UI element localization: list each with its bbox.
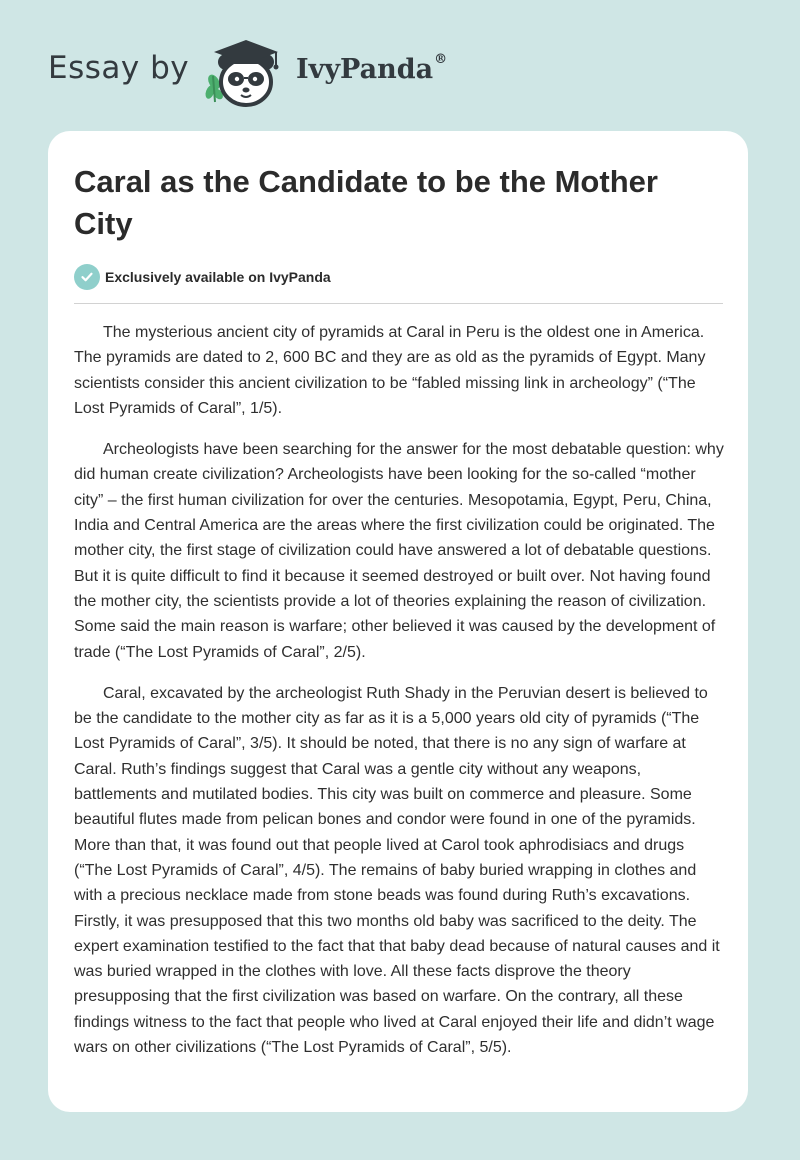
essay-card [48,131,748,1112]
essay-body [74,320,724,1076]
essay-title: Caral as the Candidate to be the Mother City [74,164,658,241]
title-divider [74,303,723,304]
essay-paragraph: Archeologists have been searching for the answer for the most debatable question: why did human create civilization? Archeologists have been looking for the so-called “mother city” – the first human civilization for over the centuries. Mesopotamia, Egypt, Peru, China, India and Central America are the areas where the first civilization could be originated. The mother city, the first stage of civilization could have answered a lot of debatable questions. But it is quite difficult to find it because it seemed destroyed or built over. Not having found the mother city, the scientists provide a lot of theories explaining the reason of civilization. Some said the main reason is warfare; other believed it was caused by the development of trade (“The Lost Pyramids of Caral”, 2/5). [74,441,724,661]
essay-paragraph: The mysterious ancient city of pyramids at Caral in Peru is the oldest one in America. The pyramids are dated to 2, 600 BC and they are as old as the pyramids of Egypt. Many scientists consider this ancient civilization to be “fabled missing link in archeology” (“The Lost Pyramids of Caral”, 1/5). [74,324,706,417]
check-icon [74,264,100,290]
registered-mark: ® [434,52,448,67]
site-header [0,0,800,125]
exclusive-label: Exclusively available on IvyPanda [105,269,331,285]
brand-name: IvyPanda [296,54,434,85]
panda-graduate-logo-icon[interactable] [200,34,292,110]
essay-paragraph: Caral, excavated by the archeologist Ruth Shady in the Peruvian desert is believed to be the candidate to the mother city as far as it is a 5,000 years old city of pyramids (“The Lost Pyramids of Caral”, 3/5). It should be noted, that there is no any sign of warfare at Caral. Ruth’s findings suggest that Caral was a gentle city without any weapons, battlements and mutilated bodies. This city was built on commerce and pleasure. Some beautiful flutes made from pelican bones and condor were found in one of the pyramids. More than that, it was found out that people lived at Carol took aphrodisiacs and drugs (“The Lost Pyramids of Caral”, 4/5). The remains of baby buried wrapping in clothes and with a precious necklace made from stone beads was found during Ruth’s excavations. Firstly, it was presupposed that this two months old baby was sacrificed to the deity. The expert examination testified to the fact that that baby dead because of natural causes and it was buried wrapped in the clothes with love. All these facts disprove the theory presupposing that the first civilization was based on warfare. On the contrary, all these findings witness to the fact that people who lived at Caral enjoyed their life and didn’t wage wars on other civilizations (“The Lost Pyramids of Caral”, 5/5). [74,684,720,1057]
essay-by-label: Essay by [48,50,190,86]
exclusive-notice [74,263,331,291]
brand-logo-text[interactable] [296,54,447,85]
